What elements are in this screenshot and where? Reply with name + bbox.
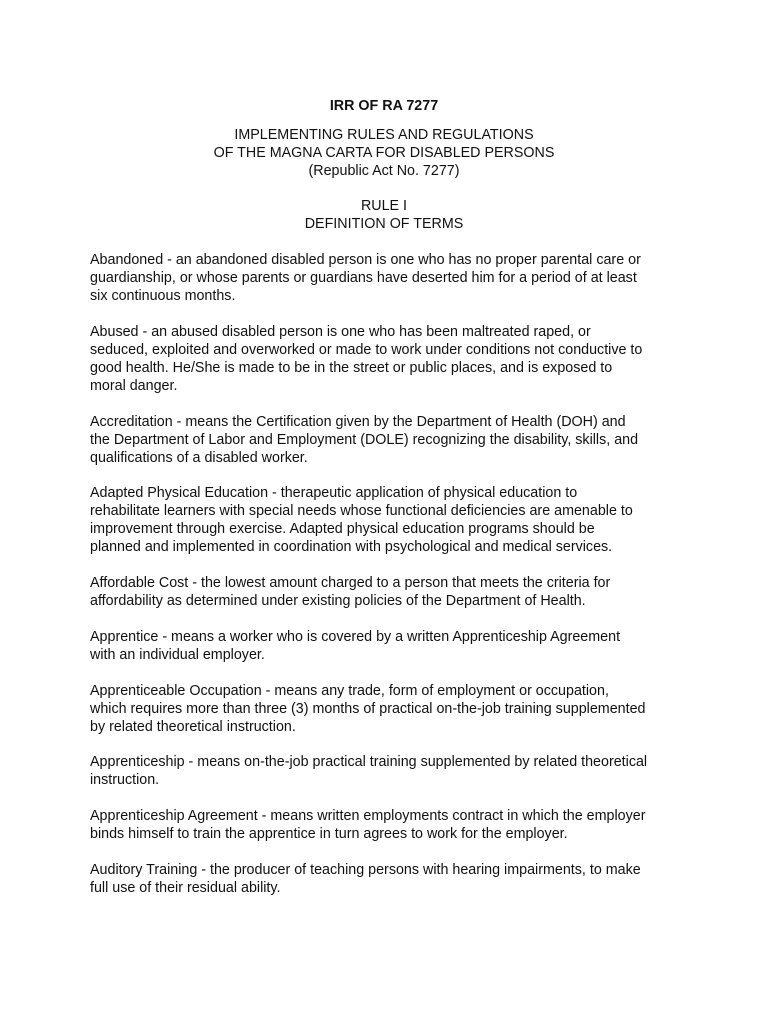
subtitle-line: IMPLEMENTING RULES AND REGULATIONS — [234, 127, 534, 143]
definition-line: by related theoretical instruction. — [90, 719, 296, 735]
definition-line: six continuous months. — [90, 288, 236, 304]
definition-line: which requires more than three (3) months of practical on-the-job training supplemented — [90, 701, 646, 717]
definition-line: Abandoned - an abandoned disabled person is one who has no proper parental care or — [90, 252, 641, 268]
definition-line: rehabilitate learners with special needs whose functional deficiencies are amenable to — [90, 503, 633, 519]
definition-apprenticeable-occupation — [90, 682, 690, 736]
definition-apprentice — [90, 628, 690, 664]
rule-heading: DEFINITION OF TERMS — [304, 216, 464, 232]
definition-line: guardianship, or whose parents or guardians have deserted him for a period of at least — [90, 270, 637, 286]
definition-line: Auditory Training - the producer of teaching persons with hearing impairments, to make — [90, 862, 641, 878]
definition-line: Abused - an abused disabled person is one who has been maltreated raped, or — [90, 324, 591, 340]
definition-line: planned and implemented in coordination with psychological and medical services. — [90, 539, 613, 555]
definition-line: the Department of Labor and Employment (DOLE) recognizing the disability, skills, and — [90, 432, 639, 448]
definition-line: Apprenticeship - means on-the-job practical training supplemented by related theoretical — [90, 754, 648, 770]
rule-heading: RULE I — [360, 198, 408, 214]
definition-line: qualifications of a disabled worker. — [90, 450, 308, 466]
definition-line: Apprentice - means a worker who is covered by a written Apprenticeship Agreement — [90, 629, 621, 645]
definition-abandoned — [90, 251, 690, 305]
subtitle-line: (Republic Act No. 7277) — [308, 163, 460, 179]
document-title: IRR OF RA 7277 — [329, 98, 439, 114]
definition-line: seduced, exploited and overworked or made to work under conditions not conductive to — [90, 342, 643, 358]
definition-auditory-training — [90, 861, 690, 897]
definition-abused — [90, 323, 690, 395]
definition-line: with an individual employer. — [90, 647, 265, 663]
definition-line: instruction. — [90, 772, 160, 788]
definition-apprenticeship-agreement — [90, 807, 690, 843]
definition-line: Apprenticeship Agreement - means written employments contract in which the employer — [90, 808, 646, 824]
definition-line: affordability as determined under existing policies of the Department of Health. — [90, 593, 586, 609]
definition-line: moral danger. — [90, 378, 178, 394]
definition-line: full use of their residual ability. — [90, 880, 281, 896]
definition-line: Accreditation - means the Certification given by the Department of Health (DOH) and — [90, 414, 626, 430]
definition-line: improvement through exercise. Adapted physical education programs should be — [90, 521, 595, 537]
definition-line: Apprenticeable Occupation - means any trade, form of employment or occupation, — [90, 683, 609, 699]
definition-line: good health. He/She is made to be in the street or public places, and is exposed to — [90, 360, 613, 376]
definition-adapted-physical-education — [90, 484, 690, 556]
definition-line: Adapted Physical Education - therapeutic application of physical education to — [90, 485, 578, 501]
subtitle-line: OF THE MAGNA CARTA FOR DISABLED PERSONS — [213, 145, 555, 161]
definition-affordable-cost — [90, 574, 690, 610]
definition-line: Affordable Cost - the lowest amount charged to a person that meets the criteria for — [90, 575, 611, 591]
definition-accreditation — [90, 413, 690, 467]
definition-line: binds himself to train the apprentice in turn agrees to work for the employer. — [90, 826, 568, 842]
definition-apprenticeship — [90, 753, 690, 789]
